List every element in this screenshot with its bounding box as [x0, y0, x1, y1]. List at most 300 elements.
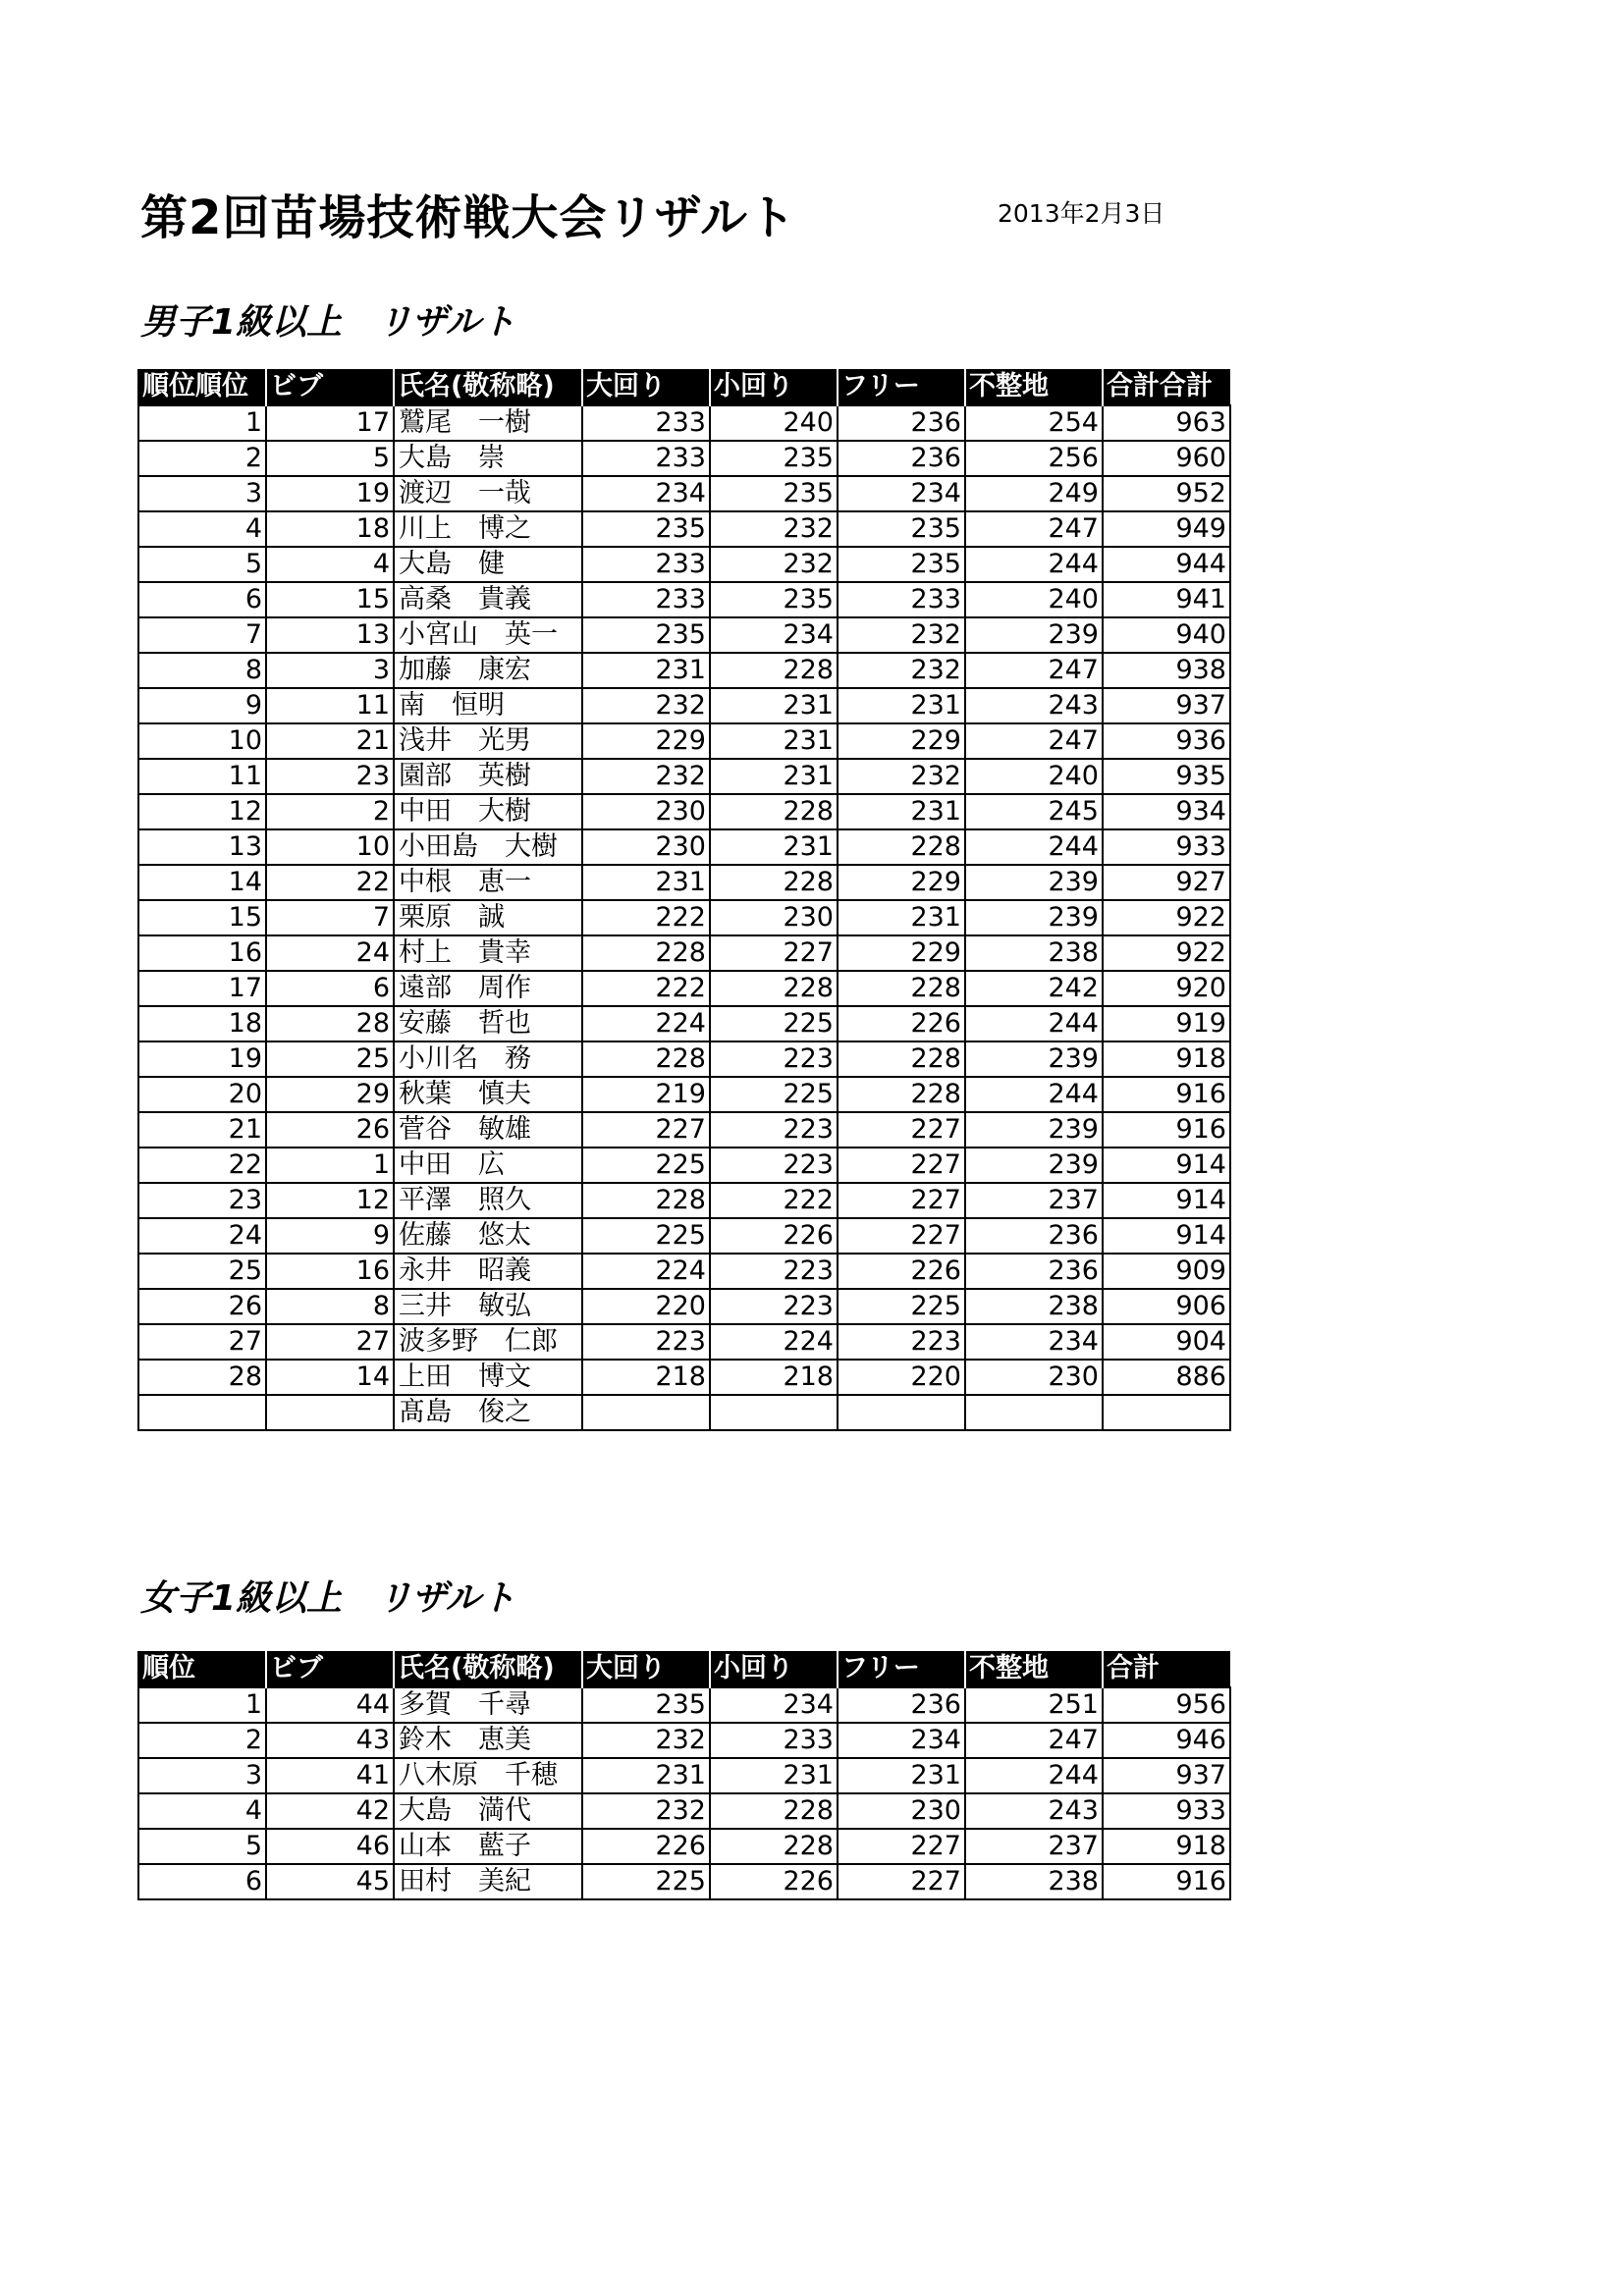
mogul-cell: 244: [965, 1758, 1103, 1793]
total-cell: 922: [1103, 935, 1230, 971]
giant-turn-cell: 224: [582, 1006, 710, 1041]
free-cell: 225: [838, 1289, 965, 1324]
page-title: 第2回苗場技術戦大会リザルト: [140, 190, 797, 245]
header-mogul: 不整地: [965, 1651, 1103, 1687]
short-turn-cell: 222: [710, 1183, 838, 1218]
short-turn-cell: 232: [710, 547, 838, 582]
short-turn-cell: 228: [710, 971, 838, 1006]
rank-cell: 20: [138, 1077, 266, 1112]
rank-cell: 19: [138, 1041, 266, 1077]
header-giant-turn: 大回り: [582, 1651, 710, 1687]
table-row: [138, 1254, 1230, 1289]
giant-turn-cell: 225: [582, 1148, 710, 1183]
giant-turn-cell: 231: [582, 1758, 710, 1793]
table-row: [138, 1360, 1230, 1395]
name-cell: 三井 敏弘: [394, 1289, 582, 1324]
bib-cell: 17: [266, 405, 394, 441]
bib-cell: 29: [266, 1077, 394, 1112]
giant-turn-cell: 231: [582, 653, 710, 688]
bib-cell: 44: [266, 1687, 394, 1723]
mogul-cell: 249: [965, 476, 1103, 511]
free-cell: 228: [838, 1077, 965, 1112]
total-cell: 934: [1103, 794, 1230, 829]
mogul-cell: 251: [965, 1687, 1103, 1723]
rank-cell: 25: [138, 1254, 266, 1289]
total-cell: 944: [1103, 547, 1230, 582]
name-cell: 波多野 仁郎: [394, 1324, 582, 1360]
giant-turn-cell: 225: [582, 1864, 710, 1899]
giant-turn-cell: 224: [582, 1254, 710, 1289]
table-row: [138, 1324, 1230, 1360]
name-cell: 渡辺 一哉: [394, 476, 582, 511]
men-results-table: [137, 369, 1231, 1431]
total-cell: 914: [1103, 1148, 1230, 1183]
name-cell: 大島 満代: [394, 1793, 582, 1829]
table-row: [138, 511, 1230, 547]
table-row: [138, 1183, 1230, 1218]
mogul-cell: 236: [965, 1254, 1103, 1289]
total-cell: 927: [1103, 865, 1230, 900]
total-cell: 960: [1103, 441, 1230, 476]
mogul-cell: 243: [965, 688, 1103, 723]
table-row: [138, 476, 1230, 511]
rank-cell: 3: [138, 476, 266, 511]
free-cell: 232: [838, 653, 965, 688]
mogul-cell: 230: [965, 1360, 1103, 1395]
table-row: [138, 865, 1230, 900]
rank-cell: 11: [138, 759, 266, 794]
giant-turn-cell: 234: [582, 476, 710, 511]
short-turn-cell: 228: [710, 794, 838, 829]
name-cell: 村上 貴幸: [394, 935, 582, 971]
table-row: [138, 759, 1230, 794]
mogul-cell: 237: [965, 1183, 1103, 1218]
rank-cell: 7: [138, 617, 266, 653]
free-cell: 236: [838, 441, 965, 476]
table-row: [138, 1006, 1230, 1041]
free-cell: 223: [838, 1324, 965, 1360]
name-cell: 佐藤 悠太: [394, 1218, 582, 1254]
bib-cell: 7: [266, 900, 394, 935]
giant-turn-cell: 222: [582, 971, 710, 1006]
giant-turn-cell: 235: [582, 617, 710, 653]
name-cell: 高桑 貴義: [394, 582, 582, 617]
free-cell: 220: [838, 1360, 965, 1395]
rank-cell: 27: [138, 1324, 266, 1360]
total-cell: 914: [1103, 1183, 1230, 1218]
event-date: 2013年2月3日: [998, 199, 1165, 228]
rank-cell: 4: [138, 1793, 266, 1829]
giant-turn-cell: 231: [582, 865, 710, 900]
table-row: [138, 1218, 1230, 1254]
short-turn-cell: 223: [710, 1289, 838, 1324]
free-cell: 229: [838, 935, 965, 971]
giant-turn-cell: 226: [582, 1829, 710, 1864]
mogul-cell: 239: [965, 1112, 1103, 1148]
mogul-cell: [965, 1395, 1103, 1430]
table-row: [138, 1758, 1230, 1793]
short-turn-cell: 231: [710, 759, 838, 794]
total-cell: 922: [1103, 900, 1230, 935]
rank-cell: 12: [138, 794, 266, 829]
name-cell: 永井 昭義: [394, 1254, 582, 1289]
bib-cell: [266, 1395, 394, 1430]
giant-turn-cell: 233: [582, 547, 710, 582]
name-cell: 上田 博文: [394, 1360, 582, 1395]
short-turn-cell: 223: [710, 1112, 838, 1148]
giant-turn-cell: 222: [582, 900, 710, 935]
short-turn-cell: 233: [710, 1723, 838, 1758]
free-cell: 234: [838, 1723, 965, 1758]
rank-cell: 22: [138, 1148, 266, 1183]
free-cell: 227: [838, 1148, 965, 1183]
total-cell: 940: [1103, 617, 1230, 653]
bib-cell: 19: [266, 476, 394, 511]
bib-cell: 2: [266, 794, 394, 829]
short-turn-cell: 230: [710, 900, 838, 935]
short-turn-cell: 227: [710, 935, 838, 971]
total-cell: 941: [1103, 582, 1230, 617]
free-cell: 227: [838, 1218, 965, 1254]
rank-cell: 3: [138, 1758, 266, 1793]
mogul-cell: 247: [965, 511, 1103, 547]
short-turn-cell: 235: [710, 582, 838, 617]
free-cell: 227: [838, 1829, 965, 1864]
total-cell: 956: [1103, 1687, 1230, 1723]
table-row: [138, 829, 1230, 865]
name-cell: 大島 健: [394, 547, 582, 582]
total-cell: 914: [1103, 1218, 1230, 1254]
short-turn-cell: 225: [710, 1006, 838, 1041]
table-row: [138, 1793, 1230, 1829]
rank-cell: 6: [138, 1864, 266, 1899]
bib-cell: 46: [266, 1829, 394, 1864]
bib-cell: 13: [266, 617, 394, 653]
giant-turn-cell: 228: [582, 1183, 710, 1218]
bib-cell: 41: [266, 1758, 394, 1793]
name-cell: 山本 藍子: [394, 1829, 582, 1864]
name-cell: 小川名 務: [394, 1041, 582, 1077]
free-cell: 235: [838, 547, 965, 582]
name-cell: 多賀 千尋: [394, 1687, 582, 1723]
bib-cell: 1: [266, 1148, 394, 1183]
total-cell: 916: [1103, 1077, 1230, 1112]
bib-cell: 23: [266, 759, 394, 794]
total-cell: 886: [1103, 1360, 1230, 1395]
mogul-cell: 238: [965, 935, 1103, 971]
table-row: [138, 1077, 1230, 1112]
giant-turn-cell: 230: [582, 829, 710, 865]
bib-cell: 18: [266, 511, 394, 547]
bib-cell: 21: [266, 723, 394, 759]
total-cell: [1103, 1395, 1230, 1430]
mogul-cell: 239: [965, 900, 1103, 935]
table-row: [138, 441, 1230, 476]
giant-turn-cell: 233: [582, 582, 710, 617]
total-cell: 909: [1103, 1254, 1230, 1289]
short-turn-cell: [710, 1395, 838, 1430]
total-cell: 933: [1103, 1793, 1230, 1829]
table-row: [138, 794, 1230, 829]
free-cell: 227: [838, 1112, 965, 1148]
mogul-cell: 247: [965, 653, 1103, 688]
mogul-cell: 245: [965, 794, 1103, 829]
name-cell: 園部 英樹: [394, 759, 582, 794]
mogul-cell: 239: [965, 1148, 1103, 1183]
table-row: [138, 405, 1230, 441]
table-row: [138, 1395, 1230, 1430]
men-header-row: [138, 369, 1230, 405]
mogul-cell: 242: [965, 971, 1103, 1006]
name-cell: 鷲尾 一樹: [394, 405, 582, 441]
table-row: [138, 1687, 1230, 1723]
rank-cell: 5: [138, 547, 266, 582]
table-row: [138, 900, 1230, 935]
short-turn-cell: 218: [710, 1360, 838, 1395]
mogul-cell: 238: [965, 1864, 1103, 1899]
rank-cell: 15: [138, 900, 266, 935]
rank-cell: 10: [138, 723, 266, 759]
giant-turn-cell: 233: [582, 441, 710, 476]
header-total: 合計合計: [1103, 369, 1230, 405]
rank-cell: 28: [138, 1360, 266, 1395]
rank-cell: 5: [138, 1829, 266, 1864]
total-cell: 904: [1103, 1324, 1230, 1360]
giant-turn-cell: 218: [582, 1360, 710, 1395]
rank-cell: 8: [138, 653, 266, 688]
giant-turn-cell: 232: [582, 759, 710, 794]
header-total: 合計: [1103, 1651, 1230, 1687]
free-cell: 230: [838, 1793, 965, 1829]
mogul-cell: 239: [965, 1041, 1103, 1077]
bib-cell: 5: [266, 441, 394, 476]
free-cell: 228: [838, 1041, 965, 1077]
short-turn-cell: 228: [710, 1829, 838, 1864]
name-cell: 八木原 千穂: [394, 1758, 582, 1793]
mogul-cell: 244: [965, 829, 1103, 865]
short-turn-cell: 240: [710, 405, 838, 441]
mogul-cell: 247: [965, 1723, 1103, 1758]
bib-cell: 26: [266, 1112, 394, 1148]
short-turn-cell: 223: [710, 1254, 838, 1289]
total-cell: 918: [1103, 1829, 1230, 1864]
free-cell: 232: [838, 617, 965, 653]
giant-turn-cell: [582, 1395, 710, 1430]
short-turn-cell: 231: [710, 829, 838, 865]
name-cell: 遠部 周作: [394, 971, 582, 1006]
name-cell: 安藤 哲也: [394, 1006, 582, 1041]
giant-turn-cell: 235: [582, 1687, 710, 1723]
header-short-turn: 小回り: [710, 369, 838, 405]
free-cell: 229: [838, 865, 965, 900]
table-row: [138, 1289, 1230, 1324]
table-row: [138, 1723, 1230, 1758]
mogul-cell: 240: [965, 759, 1103, 794]
total-cell: 918: [1103, 1041, 1230, 1077]
name-cell: 髙島 俊之: [394, 1395, 582, 1430]
bib-cell: 10: [266, 829, 394, 865]
short-turn-cell: 234: [710, 1687, 838, 1723]
name-cell: 浅井 光男: [394, 723, 582, 759]
table-row: [138, 1112, 1230, 1148]
bib-cell: 15: [266, 582, 394, 617]
bib-cell: 24: [266, 935, 394, 971]
total-cell: 952: [1103, 476, 1230, 511]
giant-turn-cell: 230: [582, 794, 710, 829]
mogul-cell: 243: [965, 1793, 1103, 1829]
total-cell: 920: [1103, 971, 1230, 1006]
giant-turn-cell: 227: [582, 1112, 710, 1148]
table-row: [138, 971, 1230, 1006]
free-cell: 231: [838, 1758, 965, 1793]
header-name: 氏名(敬称略): [394, 1651, 582, 1687]
giant-turn-cell: 232: [582, 688, 710, 723]
bib-cell: 45: [266, 1864, 394, 1899]
bib-cell: 43: [266, 1723, 394, 1758]
short-turn-cell: 226: [710, 1864, 838, 1899]
mogul-cell: 254: [965, 405, 1103, 441]
name-cell: 平澤 照久: [394, 1183, 582, 1218]
short-turn-cell: 223: [710, 1148, 838, 1183]
giant-turn-cell: 233: [582, 405, 710, 441]
rank-cell: 23: [138, 1183, 266, 1218]
header-giant-turn: 大回り: [582, 369, 710, 405]
mogul-cell: 239: [965, 865, 1103, 900]
table-row: [138, 1041, 1230, 1077]
name-cell: 小田島 大樹: [394, 829, 582, 865]
free-cell: 228: [838, 829, 965, 865]
total-cell: 919: [1103, 1006, 1230, 1041]
free-cell: 232: [838, 759, 965, 794]
header-mogul: 不整地: [965, 369, 1103, 405]
bib-cell: 28: [266, 1006, 394, 1041]
table-row: [138, 653, 1230, 688]
rank-cell: 1: [138, 405, 266, 441]
free-cell: 236: [838, 1687, 965, 1723]
free-cell: 233: [838, 582, 965, 617]
short-turn-cell: 234: [710, 617, 838, 653]
women-header-row: [138, 1651, 1230, 1687]
bib-cell: 9: [266, 1218, 394, 1254]
name-cell: 鈴木 恵美: [394, 1723, 582, 1758]
total-cell: 938: [1103, 653, 1230, 688]
rank-cell: [138, 1395, 266, 1430]
short-turn-cell: 223: [710, 1041, 838, 1077]
header-rank: 順位: [138, 1651, 266, 1687]
men-section-title: 男子1級以上 リザルト: [140, 302, 516, 343]
bib-cell: 42: [266, 1793, 394, 1829]
table-row: [138, 582, 1230, 617]
name-cell: 秋葉 慎夫: [394, 1077, 582, 1112]
rank-cell: 24: [138, 1218, 266, 1254]
free-cell: 229: [838, 723, 965, 759]
giant-turn-cell: 225: [582, 1218, 710, 1254]
total-cell: 963: [1103, 405, 1230, 441]
giant-turn-cell: 235: [582, 511, 710, 547]
giant-turn-cell: 223: [582, 1324, 710, 1360]
free-cell: 235: [838, 511, 965, 547]
free-cell: 231: [838, 688, 965, 723]
total-cell: 916: [1103, 1112, 1230, 1148]
name-cell: 加藤 康宏: [394, 653, 582, 688]
free-cell: 236: [838, 405, 965, 441]
rank-cell: 6: [138, 582, 266, 617]
short-turn-cell: 231: [710, 688, 838, 723]
giant-turn-cell: 228: [582, 935, 710, 971]
rank-cell: 21: [138, 1112, 266, 1148]
giant-turn-cell: 232: [582, 1723, 710, 1758]
header-name: 氏名(敬称略): [394, 369, 582, 405]
mogul-cell: 244: [965, 547, 1103, 582]
giant-turn-cell: 232: [582, 1793, 710, 1829]
rank-cell: 2: [138, 441, 266, 476]
table-row: [138, 688, 1230, 723]
short-turn-cell: 228: [710, 1793, 838, 1829]
short-turn-cell: 228: [710, 865, 838, 900]
total-cell: 906: [1103, 1289, 1230, 1324]
short-turn-cell: 235: [710, 476, 838, 511]
giant-turn-cell: 219: [582, 1077, 710, 1112]
free-cell: 228: [838, 971, 965, 1006]
total-cell: 935: [1103, 759, 1230, 794]
mogul-cell: 239: [965, 617, 1103, 653]
mogul-cell: 247: [965, 723, 1103, 759]
bib-cell: 14: [266, 1360, 394, 1395]
total-cell: 946: [1103, 1723, 1230, 1758]
short-turn-cell: 231: [710, 1758, 838, 1793]
free-cell: 234: [838, 476, 965, 511]
mogul-cell: 238: [965, 1289, 1103, 1324]
bib-cell: 8: [266, 1289, 394, 1324]
short-turn-cell: 226: [710, 1218, 838, 1254]
table-row: [138, 723, 1230, 759]
header-free: フリー: [838, 1651, 965, 1687]
rank-cell: 16: [138, 935, 266, 971]
rank-cell: 4: [138, 511, 266, 547]
bib-cell: 3: [266, 653, 394, 688]
name-cell: 川上 博之: [394, 511, 582, 547]
bib-cell: 6: [266, 971, 394, 1006]
mogul-cell: 234: [965, 1324, 1103, 1360]
name-cell: 小宮山 英一: [394, 617, 582, 653]
bib-cell: 12: [266, 1183, 394, 1218]
mogul-cell: 237: [965, 1829, 1103, 1864]
free-cell: 227: [838, 1183, 965, 1218]
total-cell: 937: [1103, 688, 1230, 723]
women-section-title: 女子1級以上 リザルト: [140, 1578, 516, 1619]
total-cell: 933: [1103, 829, 1230, 865]
giant-turn-cell: 229: [582, 723, 710, 759]
mogul-cell: 240: [965, 582, 1103, 617]
mogul-cell: 256: [965, 441, 1103, 476]
bib-cell: 16: [266, 1254, 394, 1289]
giant-turn-cell: 220: [582, 1289, 710, 1324]
short-turn-cell: 225: [710, 1077, 838, 1112]
table-row: [138, 547, 1230, 582]
mogul-cell: 244: [965, 1077, 1103, 1112]
free-cell: 227: [838, 1864, 965, 1899]
name-cell: 中根 恵一: [394, 865, 582, 900]
mogul-cell: 244: [965, 1006, 1103, 1041]
header-short-turn: 小回り: [710, 1651, 838, 1687]
bib-cell: 11: [266, 688, 394, 723]
table-row: [138, 1829, 1230, 1864]
rank-cell: 26: [138, 1289, 266, 1324]
free-cell: 226: [838, 1254, 965, 1289]
header-free: フリー: [838, 369, 965, 405]
free-cell: 231: [838, 794, 965, 829]
short-turn-cell: 228: [710, 653, 838, 688]
